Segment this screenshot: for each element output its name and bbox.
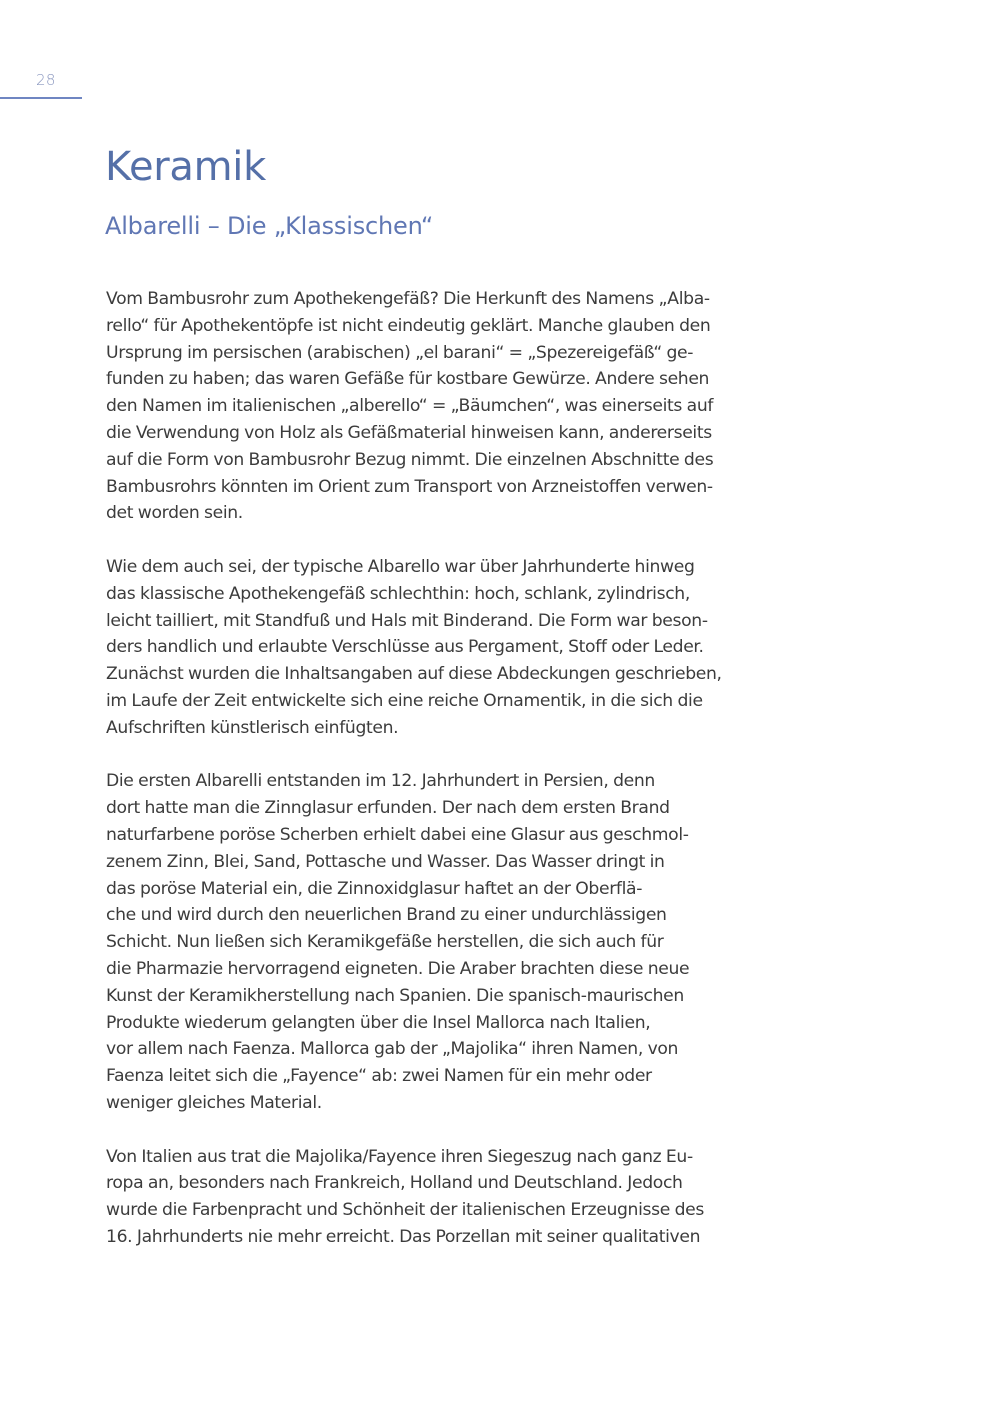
text-line: ders handlich und erlaubte Verschlüsse aus Pergament, Stoff oder Leder. bbox=[106, 637, 704, 658]
text-line: weniger gleiches Material. bbox=[106, 1092, 322, 1113]
text-line: Wie dem auch sei, der typische Albarello war über Jahrhunderte hinweg bbox=[106, 556, 695, 577]
paragraph-2 bbox=[106, 554, 786, 742]
text-line: Ursprung im persischen (arabischen) „el barani“ = „Spezereigefäß“ ge- bbox=[106, 342, 694, 363]
body-text bbox=[106, 286, 786, 1277]
section-subtitle: Albarelli – Die „Klassischen“ bbox=[105, 212, 434, 240]
text-line: Von Italien aus trat die Majolika/Fayence ihren Siegeszug nach ganz Eu- bbox=[106, 1146, 693, 1167]
chapter-title: Keramik bbox=[105, 144, 266, 190]
text-line: naturfarbene poröse Scherben erhielt dabei eine Glasur aus geschmol- bbox=[106, 824, 689, 845]
text-line: vor allem nach Faenza. Mallorca gab der „Majolika“ ihren Namen, von bbox=[106, 1039, 679, 1060]
page-number-rule bbox=[0, 97, 82, 99]
text-line: funden zu haben; das waren Gefäße für kostbare Gewürze. Andere sehen bbox=[106, 369, 710, 390]
text-line: Aufschriften künstlerisch einfügten. bbox=[106, 717, 399, 738]
text-line: det worden sein. bbox=[106, 503, 243, 524]
paragraph-3 bbox=[106, 768, 786, 1116]
text-line: Zunächst wurden die Inhaltsangaben auf diese Abdeckungen geschrieben, bbox=[106, 664, 722, 685]
text-line: zenem Zinn, Blei, Sand, Pottasche und Wasser. Das Wasser dringt in bbox=[106, 851, 665, 872]
text-line: wurde die Farbenpracht und Schönheit der italienischen Erzeugnisse des bbox=[106, 1200, 704, 1221]
page-number: 28 bbox=[36, 71, 56, 89]
text-line: Kunst der Keramikherstellung nach Spanien. Die spanisch-maurischen bbox=[106, 985, 684, 1006]
text-line: Produkte wiederum gelangten über die Insel Mallorca nach Italien, bbox=[106, 1012, 651, 1033]
paragraph-4 bbox=[106, 1144, 786, 1251]
paragraph-1 bbox=[106, 286, 786, 527]
text-line: die Pharmazie hervorragend eigneten. Die Araber brachten diese neue bbox=[106, 958, 690, 979]
text-line: im Laufe der Zeit entwickelte sich eine reiche Ornamentik, in die sich die bbox=[106, 690, 703, 711]
text-line: dort hatte man die Zinnglasur erfunden. Der nach dem ersten Brand bbox=[106, 798, 670, 819]
text-line: das klassische Apothekengefäß schlechthin: hoch, schlank, zylindrisch, bbox=[106, 583, 690, 604]
text-line: Vom Bambusrohr zum Apothekengefäß? Die Herkunft des Namens „Alba- bbox=[106, 289, 710, 309]
text-line: den Namen im italienischen „alberello“ = „Bäumchen“, was einerseits auf bbox=[106, 396, 714, 417]
text-line: Die ersten Albarelli entstanden im 12. Jahrhundert in Persien, denn bbox=[106, 771, 655, 792]
text-line: die Verwendung von Holz als Gefäßmaterial hinweisen kann, andererseits bbox=[106, 422, 712, 443]
text-line: leicht tailliert, mit Standfuß und Hals mit Binderand. Die Form war beson- bbox=[106, 610, 708, 631]
text-line: ropa an, besonders nach Frankreich, Holland und Deutschland. Jedoch bbox=[106, 1173, 683, 1194]
text-line: Bambusrohrs könnten im Orient zum Transport von Arzneistoffen verwen- bbox=[106, 476, 713, 497]
text-line: Schicht. Nun ließen sich Keramikgefäße herstellen, die sich auch für bbox=[106, 932, 664, 953]
text-line: Faenza leitet sich die „Fayence“ ab: zwei Namen für ein mehr oder bbox=[106, 1066, 652, 1087]
text-line: rello“ für Apothekentöpfe ist nicht eindeutig geklärt. Manche glauben den bbox=[106, 315, 711, 336]
text-line: auf die Form von Bambusrohr Bezug nimmt. Die einzelnen Abschnitte des bbox=[106, 449, 714, 470]
text-line: 16. Jahrhunderts nie mehr erreicht. Das Porzellan mit seiner qualitativen bbox=[106, 1226, 701, 1247]
text-line: das poröse Material ein, die Zinnoxidglasur haftet an der Oberflä- bbox=[106, 878, 643, 899]
text-line: che und wird durch den neuerlichen Brand zu einer undurchlässigen bbox=[106, 905, 667, 926]
